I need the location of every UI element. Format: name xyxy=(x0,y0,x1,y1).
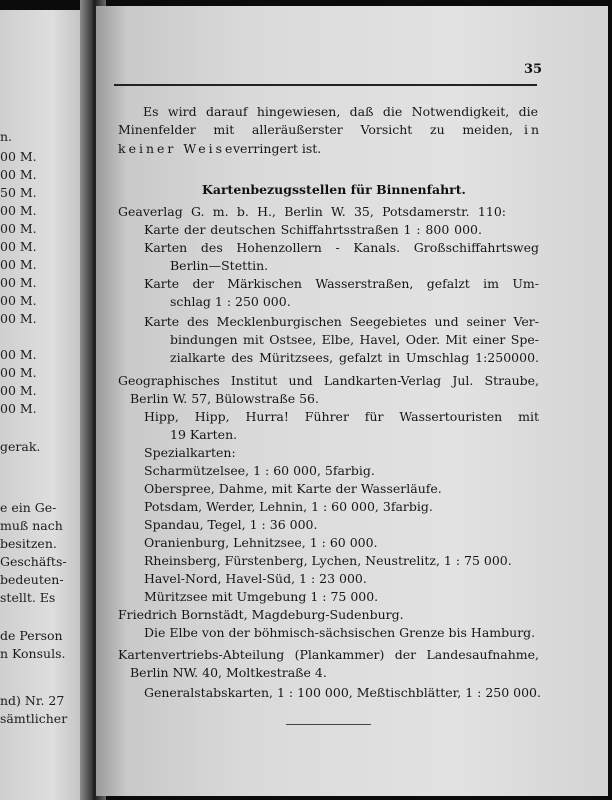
left-page-line: n Konsuls. xyxy=(0,646,66,661)
map-entry: Hipp, Hipp, Hurra! Führer für Wassertouristen mit xyxy=(144,409,539,424)
intro-emphasis: keiner Weise xyxy=(118,141,236,156)
left-page-line: Geschäfts- xyxy=(0,554,67,569)
map-entry: Spezialkarten: xyxy=(144,445,236,460)
left-book-page xyxy=(0,10,88,800)
left-page-line: 00 M. xyxy=(0,203,37,218)
page-number: 35 xyxy=(524,62,543,77)
map-entry: Berlin—Stettin. xyxy=(170,258,269,273)
map-entry: Müritzsee mit Umgebung 1 : 75 000. xyxy=(144,589,379,604)
intro-line: Es wird darauf hingewiesen, daß die Notwendigkeit, die xyxy=(143,104,538,119)
left-page-line: n. xyxy=(0,129,13,144)
map-entry: 19 Karten. xyxy=(170,427,238,442)
map-entry: zialkarte des Müritzsees, gefalzt in Umschlag 1:250000. xyxy=(170,350,539,365)
left-page-line: nd) Nr. 27 xyxy=(0,693,65,708)
publisher-entry: Geographisches Institut und Landkarten-Verlag Jul. Straube, xyxy=(118,373,539,388)
left-page-line: 00 M. xyxy=(0,293,37,308)
map-entry: Havel-Nord, Havel-Süd, 1 : 23 000. xyxy=(144,571,367,586)
left-page-line: sämtlicher xyxy=(0,711,68,726)
publisher-entry: Kartenvertriebs-Abteilung (Plankammer) der Landesaufnahme, xyxy=(118,647,539,662)
left-page-line: 00 M. xyxy=(0,275,37,290)
left-page-line: bedeuten- xyxy=(0,572,64,587)
left-page-line: stellt. Es xyxy=(0,590,56,605)
left-page-line: 00 M. xyxy=(0,401,37,416)
map-entry: Potsdam, Werder, Lehnin, 1 : 60 000, 3farbig. xyxy=(144,499,433,514)
left-page-line: 00 M. xyxy=(0,239,37,254)
left-page-line: 00 M. xyxy=(0,311,37,326)
map-entry: Oranienburg, Lehnitzsee, 1 : 60 000. xyxy=(144,535,378,550)
map-entry: Karte des Mecklenburgischen Seegebietes und seiner Ver- xyxy=(144,314,539,329)
map-entry: Die Elbe von der böhmisch-sächsischen Grenze bis Hamburg. xyxy=(144,625,536,640)
left-page-line: 00 M. xyxy=(0,257,37,272)
footer-rule xyxy=(286,724,371,725)
map-entry: Rheinsberg, Fürstenberg, Lychen, Neustrelitz, 1 : 75 000. xyxy=(144,553,512,568)
map-entry: Karten des Hohenzollern - Kanals. Großschiffahrtsweg xyxy=(144,240,539,255)
map-entry: bindungen mit Ostsee, Elbe, Havel, Oder. Mit einer Spe- xyxy=(170,332,539,347)
header-rule xyxy=(114,84,537,86)
intro-line: verringert ist. xyxy=(233,141,322,156)
map-entry: Oberspree, Dahme, mit Karte der Wasserläufe. xyxy=(144,481,442,496)
left-page-line: gerak. xyxy=(0,439,41,454)
publisher-entry: Berlin W. 57, Bülowstraße 56. xyxy=(130,391,319,406)
intro-line-end: in xyxy=(524,122,543,137)
map-entry: Karte der Märkischen Wasserstraßen, gefalzt im Um- xyxy=(144,276,539,291)
left-page-line: e ein Ge- xyxy=(0,500,57,515)
left-page-line: 00 M. xyxy=(0,365,37,380)
left-page-line: besitzen. xyxy=(0,536,57,551)
intro-line: Minenfelder mit alleräußerster Vorsicht zu meiden, xyxy=(118,122,513,137)
map-entry: Generalstabskarten, 1 : 100 000, Meßtischblätter, 1 : 250 000. xyxy=(144,685,541,700)
map-entry: schlag 1 : 250 000. xyxy=(170,294,291,309)
publisher-entry: Berlin NW. 40, Moltkestraße 4. xyxy=(130,665,327,680)
left-page-line: 00 M. xyxy=(0,383,37,398)
section-heading: Kartenbezugsstellen für Binnenfahrt. xyxy=(202,182,466,197)
left-page-line: 50 M. xyxy=(0,185,37,200)
left-page-line: 00 M. xyxy=(0,167,37,182)
left-page-line: 00 M. xyxy=(0,221,37,236)
publisher-entry: Friedrich Bornstädt, Magdeburg-Sudenburg. xyxy=(118,607,404,622)
left-page-line: 00 M. xyxy=(0,347,37,362)
left-page-line: 00 M. xyxy=(0,149,37,164)
map-entry: Karte der deutschen Schiffahrtsstraßen 1 : 800 000. xyxy=(144,222,482,237)
map-entry: Spandau, Tegel, 1 : 36 000. xyxy=(144,517,318,532)
publisher-entry: Geaverlag G. m. b. H., Berlin W. 35, Potsdamerstr. 110: xyxy=(118,204,506,219)
map-entry: Scharmützelsee, 1 : 60 000, 5farbig. xyxy=(144,463,375,478)
right-book-page xyxy=(96,6,608,796)
left-page-line: muß nach xyxy=(0,518,63,533)
left-page-line: de Person xyxy=(0,628,63,643)
